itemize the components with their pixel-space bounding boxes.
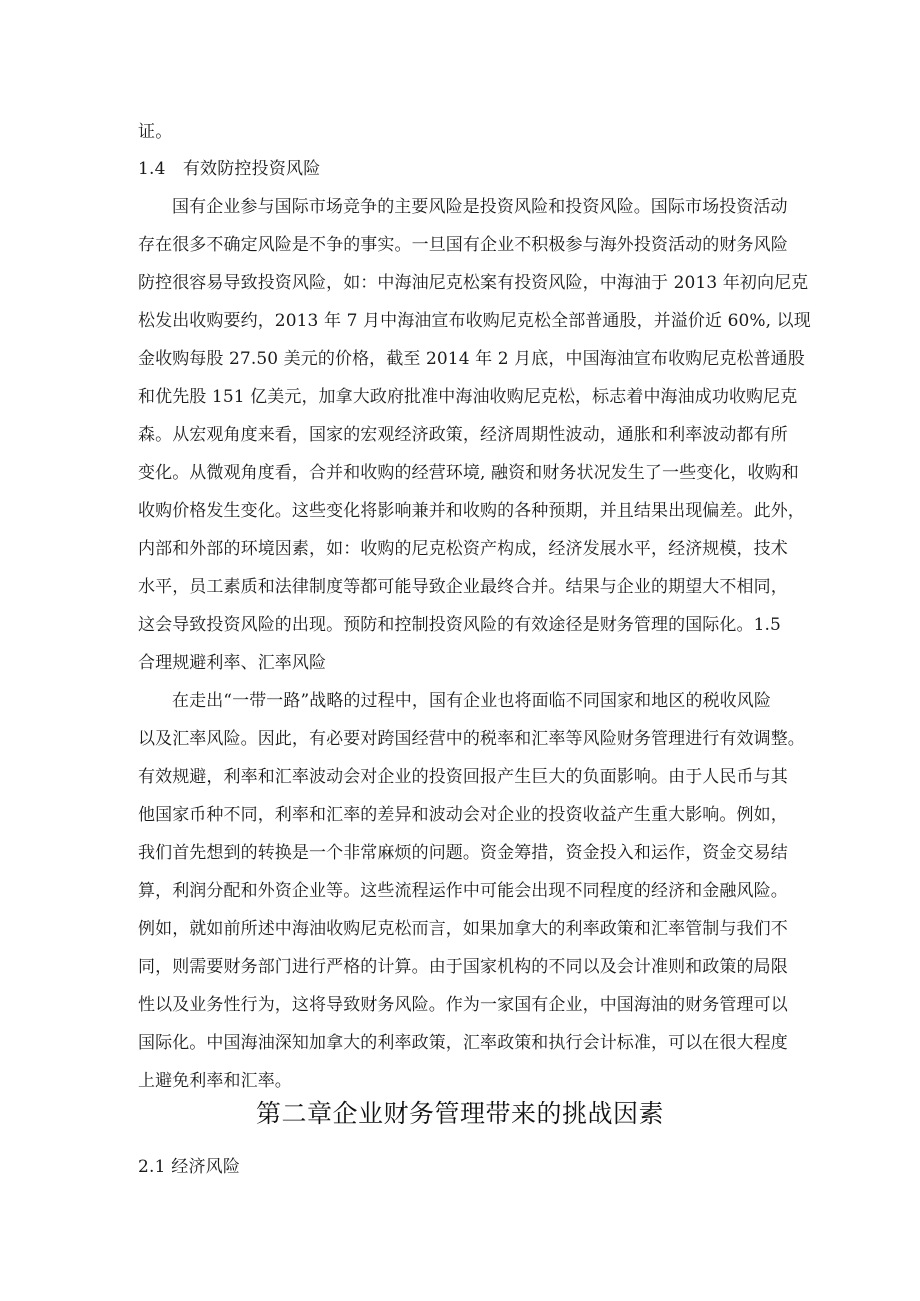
paragraph-line: 变化。从微观角度看，合并和收购的经营环境, 融资和财务状况发生了一些变化，收购和 bbox=[138, 463, 799, 483]
paragraph-line: 存在很多不确定风险是不争的事实。一旦国有企业不积极参与海外投资活动的财务风险 bbox=[138, 235, 788, 255]
paragraph-line: 上避免利率和汇率。 bbox=[138, 1071, 292, 1091]
paragraph-line: 他国家币种不同，利率和汇率的差异和波动会对企业的投资收益产生重大影响。例如， bbox=[138, 805, 788, 825]
paragraph-line: 国有企业参与国际市场竞争的主要风险是投资风险和投资风险。国际市场投资活动 bbox=[172, 197, 788, 217]
paragraph-line: 算，利润分配和外资企业等。这些流程运作中可能会出现不同程度的经济和金融风险。 bbox=[138, 881, 788, 901]
chapter-title: 第二章企业财务管理带来的挑战因素 bbox=[255, 1099, 664, 1128]
paragraph-line: 在走出“一带一路”战略的过程中，国有企业也将面临不同国家和地区的税收风险 bbox=[172, 691, 771, 711]
text-line: 证。 bbox=[138, 122, 173, 142]
section-heading: 2.1 经济风险 bbox=[138, 1157, 241, 1177]
paragraph-line: 有效规避，利率和汇率波动会对企业的投资回报产生巨大的负面影响。由于人民币与其 bbox=[138, 767, 788, 787]
paragraph-line: 和优先股 151 亿美元，加拿大政府批准中海油收购尼克松，标志着中海油成功收购尼克 bbox=[138, 387, 798, 407]
paragraph-line: 国际化。中国海油深知加拿大的利率政策，汇率政策和执行会计标准，可以在很大程度 bbox=[138, 1033, 788, 1053]
paragraph-line: 收购价格发生变化。这些变化将影响兼并和收购的各种预期，并且结果出现偏差。此外， bbox=[138, 501, 805, 521]
paragraph-line: 松发出收购要约，2013 年 7 月中海油宣布收购尼克松全部普通股，并溢价近 60%, 以现 bbox=[138, 311, 811, 331]
paragraph-line: 防控很容易导致投资风险，如：中海油尼克松案有投资风险，中海油于 2013 年初向尼克 bbox=[138, 273, 809, 293]
paragraph-line: 金收购每股 27.50 美元的价格，截至 2014 年 2 月底，中国海油宣布收购尼克松普通股 bbox=[138, 349, 805, 369]
paragraph-line: 这会导致投资风险的出现。预防和控制投资风险的有效途径是财务管理的国际化。1.5 bbox=[138, 615, 781, 635]
paragraph-line: 以及汇率风险。因此，有必要对跨国经营中的税率和汇率等风险财务管理进行有效调整。 bbox=[138, 729, 805, 749]
paragraph-line: 我们首先想到的转换是一个非常麻烦的问题。资金筹措，资金投入和运作，资金交易结 bbox=[138, 843, 788, 863]
paragraph-line: 森。从宏观角度来看，国家的宏观经济政策，经济周期性波动，通胀和利率波动都有所 bbox=[138, 425, 788, 445]
paragraph-line: 同，则需要财务部门进行严格的计算。由于国家机构的不同以及会计准则和政策的局限 bbox=[138, 957, 788, 977]
paragraph-line: 性以及业务性行为，这将导致财务风险。作为一家国有企业，中国海油的财务管理可以 bbox=[138, 995, 788, 1015]
section-heading: 1.4 有效防控投资风险 bbox=[138, 159, 321, 179]
paragraph-line: 内部和外部的环境因素，如：收购的尼克松资产构成，经济发展水平，经济规模，技术 bbox=[138, 539, 788, 559]
section-heading: 合理规避利率、汇率风险 bbox=[138, 653, 327, 673]
paragraph-line: 水平，员工素质和法律制度等都可能导致企业最终合并。结果与企业的期望大不相同， bbox=[138, 577, 788, 597]
paragraph-line: 例如，就如前所述中海油收购尼克松而言，如果加拿大的利率政策和汇率管制与我们不 bbox=[138, 919, 788, 939]
